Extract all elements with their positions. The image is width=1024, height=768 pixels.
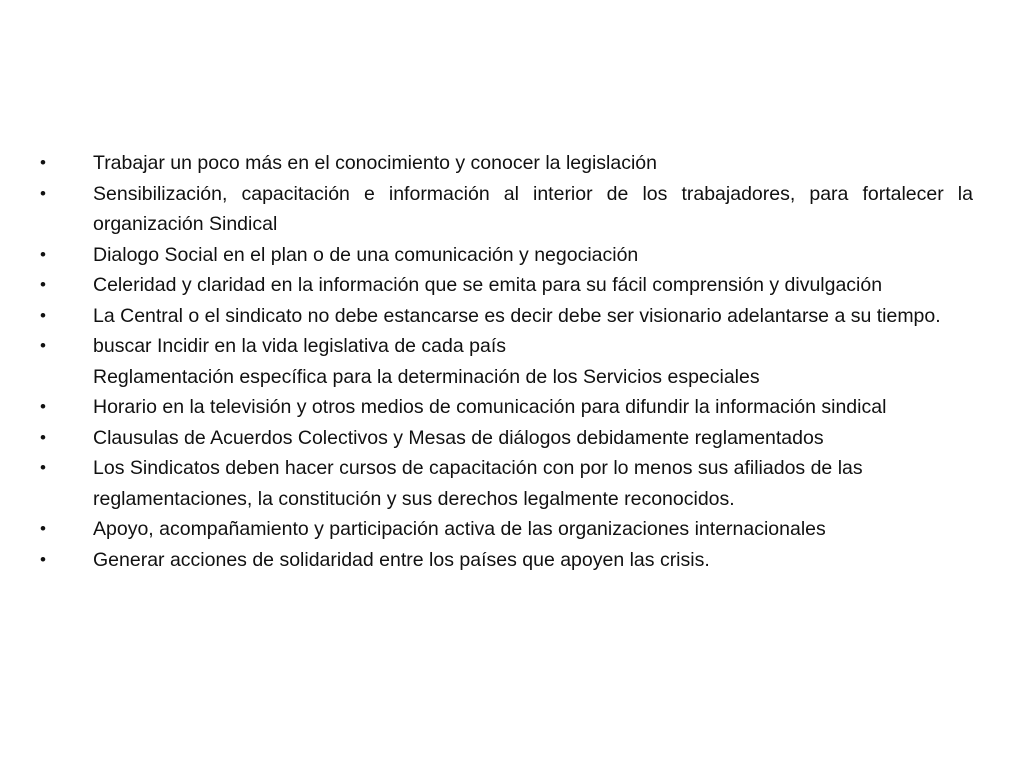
bullet-icon: • [40,549,46,569]
list-item-text: Los Sindicatos deben hacer cursos de capacitación con por lo menos sus afiliados de las reglamentaciones, la constitución y sus derechos legalmente reconocidos. [93,457,863,510]
bullet-icon: • [40,153,46,172]
bullet-icon: • [40,244,46,264]
bullet-icon: • [40,397,46,416]
bullet-icon: • [40,519,46,538]
list-item [40,240,973,271]
list-item [40,423,973,454]
bullet-icon: • [40,336,46,355]
list-item-text: Apoyo, acompañamiento y participación activa de las organizaciones internacionales [93,518,826,540]
list-item-text: Sensibilización, capacitación e información al interior de los trabajadores, para fortalecer la organización Sindical [93,182,973,235]
bullet-icon: • [40,427,46,447]
list-item-text: Celeridad y claridad en la información que se emita para su fácil comprensión y divulgación [93,274,883,296]
bullet-icon: • [40,305,46,325]
list-item-text: buscar Incidir en la vida legislativa de cada país [93,335,506,357]
list-item [40,179,973,240]
list-item-continuation [40,362,973,393]
list-item [40,148,973,179]
list-item [40,392,973,423]
list-item [40,545,973,576]
bullet-icon: • [40,183,46,203]
list-item-text: Horario en la televisión y otros medios de comunicación para difundir la información sindical [93,396,887,418]
list-item [40,301,973,332]
list-item-text: Dialogo Social en el plan o de una comunicación y negociación [93,243,639,266]
list-item-text: Reglamentación específica para la determinación de los Servicios especiales [93,365,760,388]
list-item [40,270,973,301]
list-item-text: Trabajar un poco más en el conocimiento y conocer la legislación [93,152,657,174]
bullet-list [40,148,973,575]
list-item-text: Clausulas de Acuerdos Colectivos y Mesas de diálogos debidamente reglamentados [93,426,824,449]
list-item [40,331,973,362]
bullet-icon: • [40,458,46,477]
list-item-text: La Central o el sindicato no debe estancarse es decir debe ser visionario adelantarse a su tiempo. [93,304,941,327]
list-item [40,514,973,545]
bullet-icon: • [40,275,46,294]
list-item [40,453,973,514]
list-item-text: Generar acciones de solidaridad entre los países que apoyen las crisis. [93,548,710,571]
